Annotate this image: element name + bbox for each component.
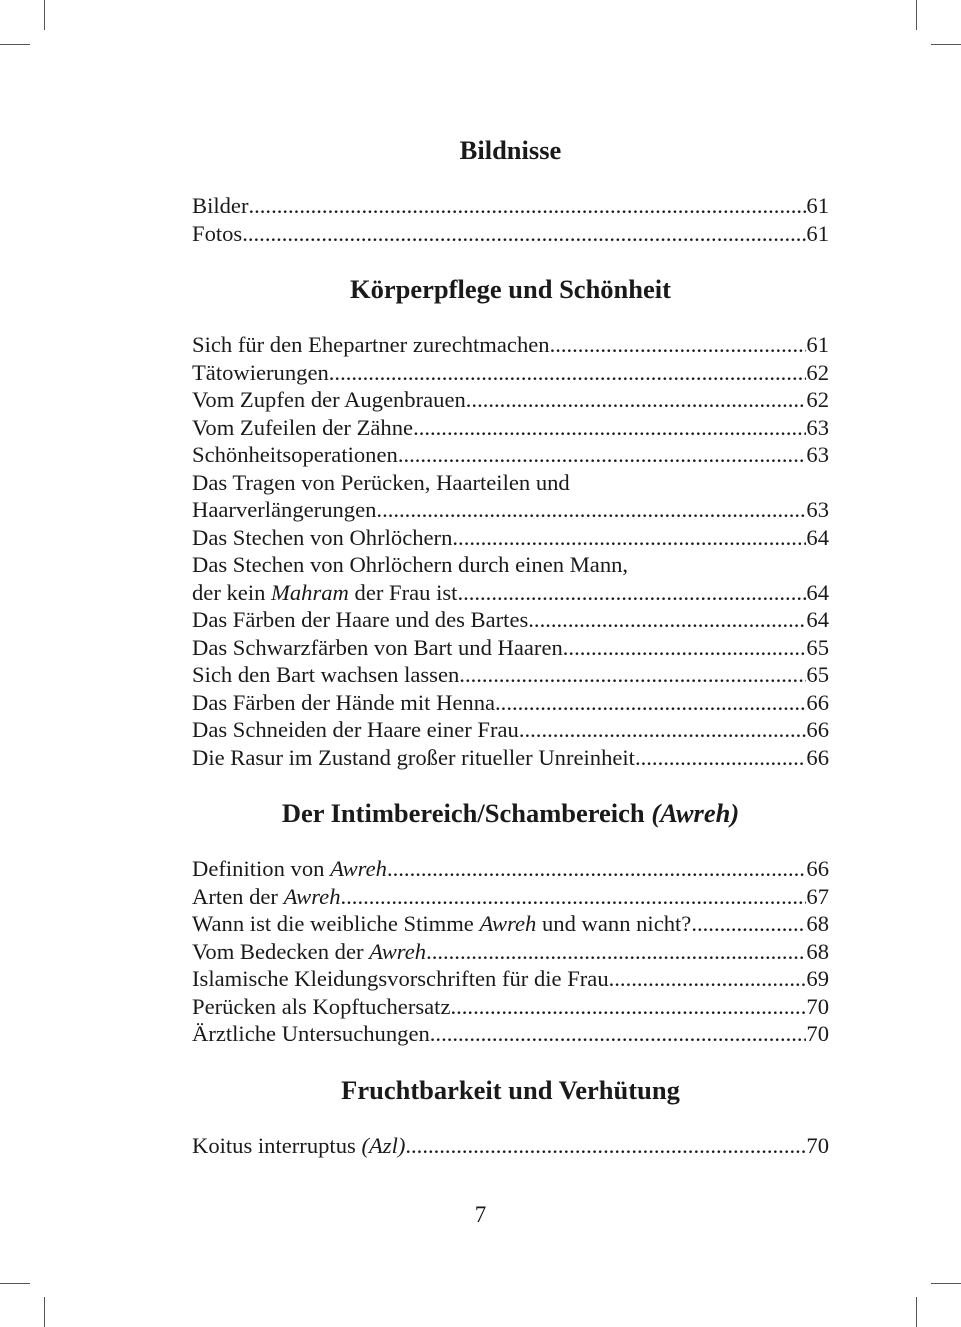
entry-page: 70 — [806, 1021, 829, 1046]
leader-dots — [430, 1020, 807, 1048]
italic-term: Awreh — [330, 856, 387, 881]
entry-page: 64 — [806, 524, 829, 550]
crop-mark-top-right-v — [916, 0, 917, 30]
leader-dots — [457, 579, 806, 607]
crop-mark-bottom-left-v — [44, 1297, 45, 1327]
entry-page: 63 — [806, 442, 829, 467]
crop-mark-top-left-v — [44, 0, 45, 30]
toc-entry — [192, 386, 829, 414]
leader-dots — [452, 524, 806, 552]
toc-entry — [192, 1020, 829, 1048]
entry-page: 68 — [806, 938, 829, 964]
entry-title: Das Färben der Hände mit Henna — [192, 689, 496, 715]
toc-entry — [192, 1132, 829, 1160]
toc-entry — [192, 883, 829, 911]
leader-dots — [466, 386, 807, 414]
page-number: 7 — [474, 1202, 487, 1227]
toc-entry — [192, 524, 829, 552]
italic-term: Awreh — [283, 883, 341, 909]
section-koerperpflege — [192, 269, 829, 771]
leader-dots — [248, 192, 806, 220]
entry-title: Vom Bedecken der Awreh — [192, 938, 427, 964]
leader-dots — [459, 661, 806, 689]
toc-entry — [192, 993, 829, 1021]
toc-entry — [192, 496, 829, 524]
toc-entry — [192, 220, 829, 248]
italic-term: Mahram — [271, 579, 349, 605]
entry-title: Haarverlängerungen — [192, 497, 377, 522]
section-intimbereich — [192, 793, 829, 1048]
entry-page: 65 — [806, 634, 829, 660]
entry-title: Arten der Awreh — [192, 883, 341, 909]
crop-mark-top-left-h — [0, 44, 30, 45]
entry-title: Ärztliche Untersuchungen — [192, 1021, 430, 1046]
entry-title: Schönheitsoperationen — [192, 442, 398, 467]
leader-dots — [609, 965, 807, 993]
entry-title: Sich den Bart wachsen lassen — [192, 662, 460, 687]
toc-entry — [192, 689, 829, 717]
leader-dots — [341, 883, 807, 911]
toc-entry — [192, 192, 829, 220]
toc-entry — [192, 634, 829, 662]
toc-entry — [192, 855, 829, 883]
section-heading-italic: (Awreh) — [651, 798, 740, 828]
entry-title-line1: Das Stechen von Ohrlöchern durch einen Mann, — [192, 552, 629, 577]
entry-page: 66 — [806, 744, 829, 770]
section-bildnisse — [192, 130, 829, 247]
italic-term: Awreh — [369, 938, 427, 964]
entry-title: Bilder — [192, 193, 249, 218]
entry-title: Tätowierungen — [192, 359, 329, 385]
toc-entry — [192, 965, 829, 993]
entry-page: 70 — [806, 1132, 829, 1158]
toc-entry — [192, 579, 829, 607]
entry-title: Vom Zufeilen der Zähne — [192, 414, 414, 440]
toc-entry — [192, 661, 829, 689]
entry-title: Perücken als Kopftuchersatz — [192, 993, 451, 1019]
entry-page: 66 — [806, 689, 829, 715]
leader-dots — [398, 441, 807, 469]
leader-dots — [376, 496, 806, 524]
leader-dots — [495, 689, 806, 717]
entry-title: Das Schwarzfärben von Bart und Haaren — [192, 634, 563, 660]
crop-mark-bottom-right-v — [916, 1297, 917, 1327]
entry-page: 63 — [806, 414, 829, 440]
leader-dots — [450, 993, 806, 1021]
entry-page: 63 — [806, 497, 829, 522]
italic-term: (Azl) — [361, 1132, 406, 1158]
section-fruchtbarkeit — [192, 1070, 829, 1160]
toc-entry — [192, 716, 829, 744]
entry-title: Das Stechen von Ohrlöchern — [192, 524, 453, 550]
toc-entry — [192, 441, 829, 469]
entry-page: 61 — [806, 193, 829, 218]
crop-mark-top-right-h — [931, 44, 961, 45]
entry-title: Definition von Awreh — [192, 856, 387, 881]
entry-title: Koitus interruptus (Azl) — [192, 1132, 406, 1158]
entry-page: 65 — [806, 662, 829, 687]
toc-entry — [192, 938, 829, 966]
entry-page: 66 — [806, 856, 829, 881]
leader-dots — [387, 855, 806, 883]
leader-dots — [635, 744, 806, 772]
toc-entry — [192, 359, 829, 387]
section-heading: Bildnisse — [459, 135, 562, 165]
entry-title: der kein Mahram der Frau ist — [192, 579, 458, 605]
leader-dots — [691, 910, 806, 938]
italic-term: Awreh — [479, 911, 537, 936]
leader-dots — [405, 1132, 806, 1160]
toc-entry — [192, 414, 829, 442]
entry-page: 70 — [806, 993, 829, 1019]
leader-dots — [426, 938, 806, 966]
leader-dots — [528, 606, 806, 634]
leader-dots — [413, 414, 806, 442]
section-heading: Körperpflege und Schönheit — [350, 274, 671, 304]
leader-dots — [563, 634, 807, 662]
entry-page: 68 — [806, 911, 829, 936]
entry-page: 67 — [806, 883, 829, 909]
crop-mark-bottom-right-h — [931, 1283, 961, 1284]
entry-page: 62 — [806, 387, 829, 412]
entry-page: 61 — [806, 332, 829, 357]
entry-title: Das Färben der Haare und des Bartes — [192, 607, 529, 632]
section-heading: Der Intimbereich/Schambereich (Awreh) — [281, 798, 740, 828]
entry-title: Sich für den Ehepartner zurechtmachen — [192, 332, 550, 357]
entry-title: Islamische Kleidungsvorschriften für die Frau — [192, 966, 609, 991]
crop-mark-bottom-left-h — [0, 1283, 30, 1284]
toc-entry — [192, 331, 829, 359]
entry-page: 64 — [806, 607, 829, 632]
entry-title: Das Schneiden der Haare einer Frau — [192, 717, 519, 742]
leader-dots — [519, 716, 807, 744]
entry-page: 64 — [806, 579, 829, 605]
entry-title: Die Rasur im Zustand großer ritueller Unreinheit — [192, 744, 635, 770]
leader-dots — [550, 331, 807, 359]
leader-dots — [329, 359, 807, 387]
toc-entry — [192, 910, 829, 938]
entry-page: 66 — [806, 717, 829, 742]
entry-title-line1: Das Tragen von Perücken, Haarteilen und — [192, 469, 570, 495]
entry-page: 69 — [806, 966, 829, 991]
entry-page: 62 — [806, 359, 829, 385]
table-of-contents — [192, 130, 829, 1159]
entry-page: 61 — [806, 220, 829, 246]
toc-entry — [192, 744, 829, 772]
toc-entry — [192, 606, 829, 634]
entry-title: Vom Zupfen der Augenbrauen — [192, 387, 466, 412]
section-heading: Fruchtbarkeit und Verhütung — [341, 1074, 680, 1105]
entry-title: Wann ist die weibliche Stimme Awreh und wann nicht? — [192, 911, 692, 936]
leader-dots — [242, 220, 806, 248]
entry-title: Fotos — [192, 220, 243, 246]
